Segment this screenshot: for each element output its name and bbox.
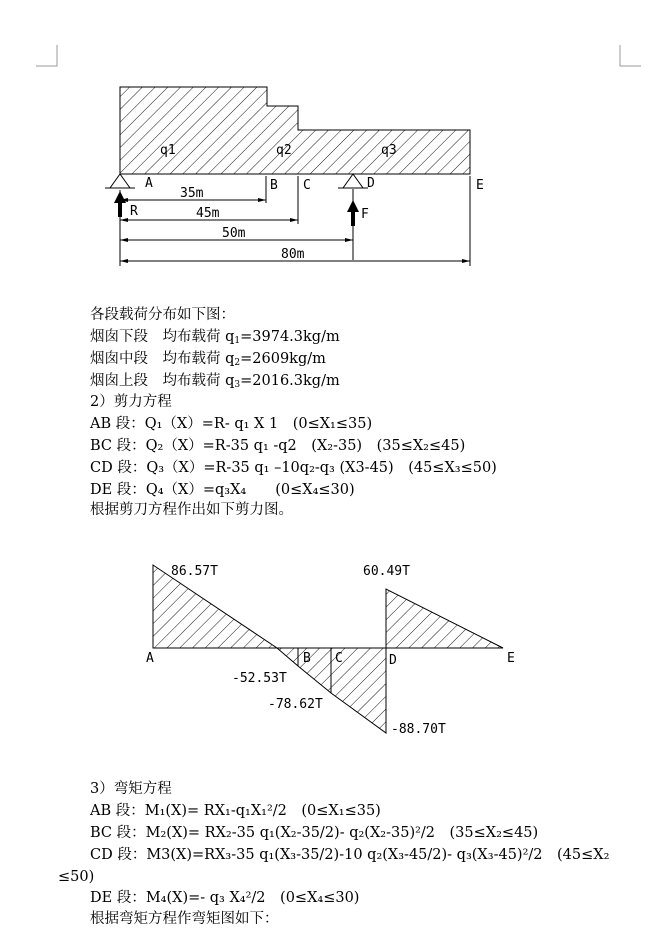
moment-eq-cd: CD 段：M3(X)=RX₃-35 q₁(X₃-35/2)-10 q₂(X₃-45/2)- q₃(X₃-45)²/2 (45≤X₂ <box>90 847 610 863</box>
label-b: B <box>270 178 278 193</box>
shear-value-d-bottom: -88.70T <box>391 722 446 737</box>
shear-heading: 2）剪力方程 <box>90 394 172 410</box>
shear-value-b: -52.53T <box>232 671 287 686</box>
load-lower-sub: 1 <box>234 336 241 346</box>
shear-label-e: E <box>507 651 515 666</box>
shear-label-b: B <box>303 651 311 666</box>
shear-value-d-top: 60.49T <box>363 564 410 579</box>
shear-label-c: C <box>335 651 343 666</box>
support-d-icon <box>338 174 368 188</box>
moment-eq-cd-cont: ≤50) <box>58 869 95 885</box>
shear-eq-cd: CD 段：Q₃（X）=R-35 q₁ –10q₂-q₃ (X3-45) (45≤X₃≤50) <box>90 460 497 476</box>
label-q1: q1 <box>160 143 176 158</box>
label-q3: q3 <box>381 143 397 158</box>
load-middle-sub: 2 <box>234 358 241 368</box>
label-q2: q2 <box>276 143 292 158</box>
load-lower-prefix: 烟囱下段 均布载荷 q <box>90 329 235 345</box>
load-upper-line <box>90 371 340 391</box>
load-middle-prefix: 烟囱中段 均布载荷 q <box>90 351 235 367</box>
moment-eq-de: DE 段：M₄(X)=- q₃ X₄²/2 (0≤X₄≤30) <box>90 890 360 906</box>
dim-45m-label: 45m <box>196 206 220 221</box>
label-a: A <box>145 176 153 191</box>
load-profile <box>120 87 470 174</box>
moment-eq-bc: BC 段：M₂(X)= RX₂-35 q₁(X₂-35/2)- q₂(X₂-35)²/2 (35≤X₂≤45) <box>90 825 539 841</box>
load-middle-value: =2609kg/m <box>240 351 326 367</box>
load-diagram <box>105 87 484 266</box>
load-upper-sub: 3 <box>234 380 241 390</box>
label-e: E <box>476 178 484 193</box>
moment-note: 根据弯矩方程作弯矩图如下： <box>90 911 279 927</box>
shear-label-d: D <box>389 653 397 668</box>
shear-diagram <box>146 564 515 737</box>
load-middle-line <box>90 349 326 369</box>
moment-eq-ab: AB 段：M₁(X)= RX₁-q₁X₁²/2 (0≤X₁≤35) <box>90 803 381 819</box>
label-c: C <box>303 178 311 193</box>
shear-eq-de: DE 段：Q₄（X）=q₃X₄ (0≤X₄≤30) <box>90 482 355 498</box>
label-d: D <box>367 176 375 191</box>
load-upper-value: =2016.3kg/m <box>240 373 340 389</box>
dim-80m-label: 80m <box>281 247 305 262</box>
dim-50m-label: 50m <box>222 226 246 241</box>
label-r: R <box>130 204 138 219</box>
shear-value-c: -78.62T <box>268 697 323 712</box>
moment-heading: 3）弯矩方程 <box>90 781 172 797</box>
load-lower-line <box>90 327 340 347</box>
shear-eq-ab: AB 段：Q₁（X）=R- q₁ X 1 (0≤X₁≤35) <box>90 416 373 432</box>
support-a-icon <box>105 174 135 188</box>
page-corner-marks <box>36 45 641 66</box>
dim-35m-label: 35m <box>180 186 204 201</box>
load-upper-prefix: 烟囱上段 均布载荷 q <box>90 373 235 389</box>
shear-value-a: 86.57T <box>171 564 218 579</box>
shear-note: 根据剪刀方程作出如下剪力图。 <box>90 502 293 518</box>
shear-eq-bc: BC 段：Q₂（X）=R-35 q₁ -q2 (X₂-35) (35≤X₂≤45) <box>90 438 466 454</box>
shear-positive-region-de <box>386 589 503 648</box>
load-intro: 各段载荷分布如下图： <box>90 307 235 323</box>
shear-label-a: A <box>146 651 154 666</box>
label-f: F <box>361 207 369 222</box>
load-lower-value: =3974.3kg/m <box>240 329 340 345</box>
